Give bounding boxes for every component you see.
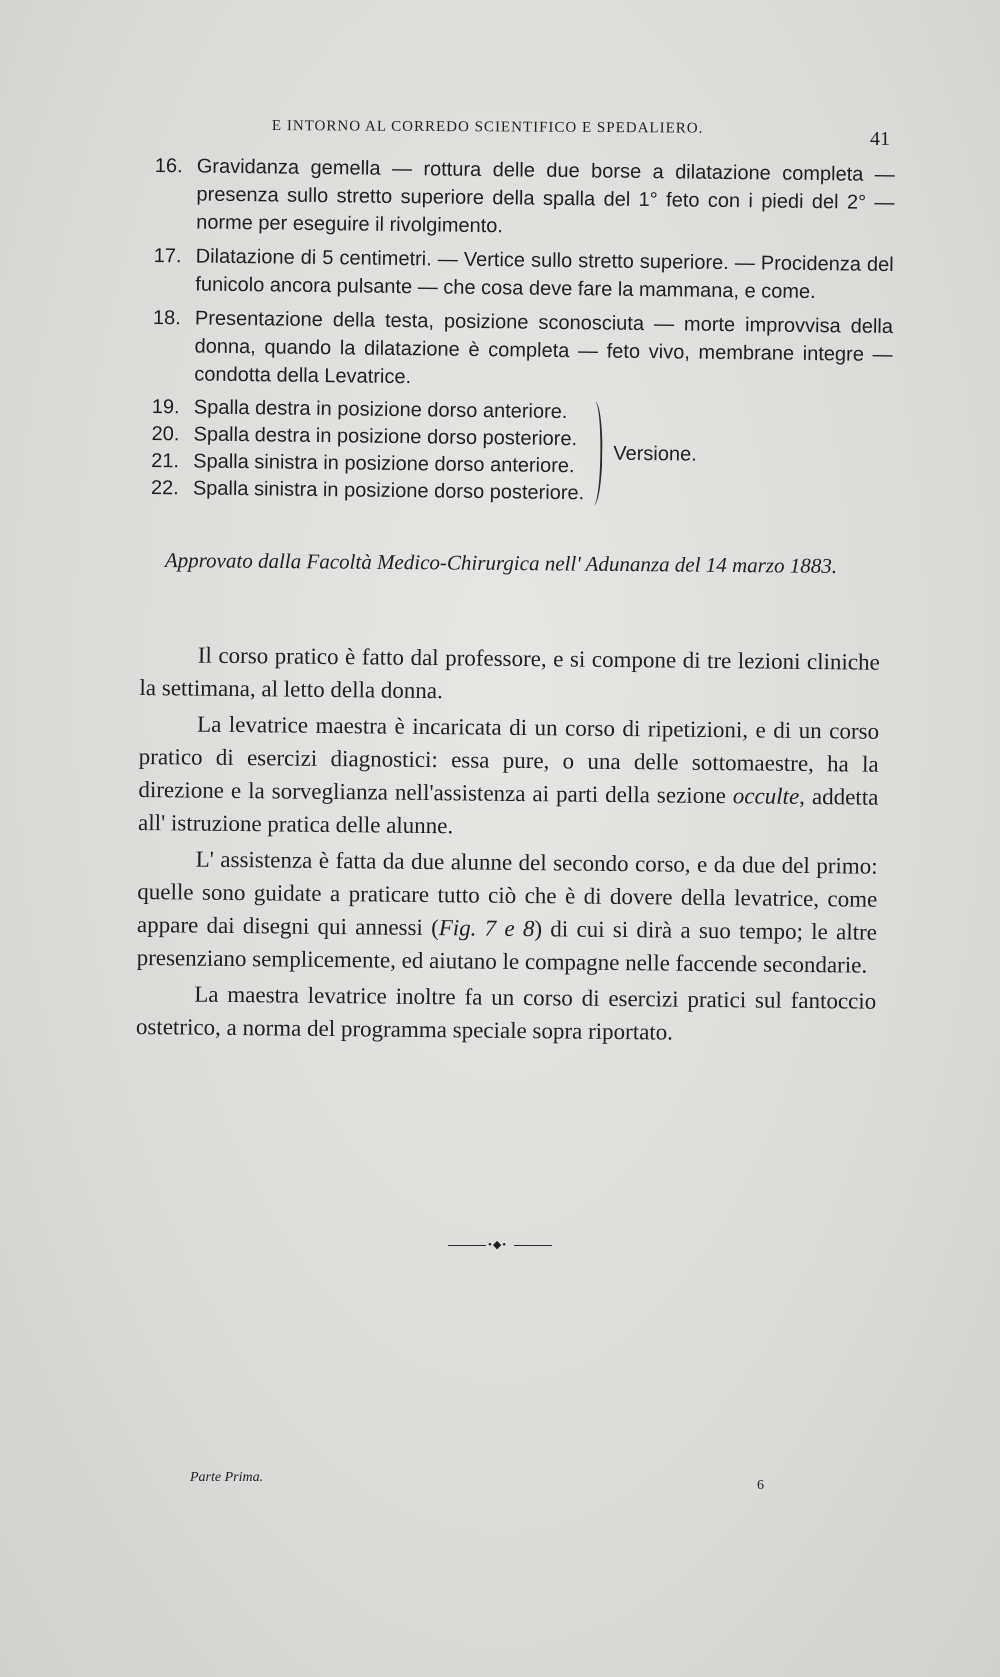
item-number: 20. <box>151 422 180 446</box>
ornament-line <box>514 1245 552 1246</box>
item-text: Dilatazione di 5 centimetri. — Vertice sullo stretto superiore. — Procidenza del funicolo ancora pulsante — che cosa deve fare la mammana, e come. <box>195 245 894 304</box>
ornament-line <box>448 1245 486 1246</box>
item-text: Presentazione della testa, posizione sconosciuta — morte improvvisa della donna, quando la dilatazione è completa — feto vivo, membrane integre — condotta della Levatrice. <box>194 307 894 389</box>
paragraph-text: La levatrice maestra è incaricata di un corso di ripetizioni, e di un corso pratico di esercizi diagnostici: essa pure, o una delle sottomaestre, ha la direzione e la sorveglianza nell'assistenza ai parti della sezione <box>138 711 880 809</box>
paragraph <box>136 842 877 982</box>
braced-group <box>151 394 892 511</box>
item-text: Spalla sinistra in posizione dorso posteriore. <box>192 477 585 505</box>
paragraph: Il corso pratico è fatto dal professore, e si compone di tre lezioni cliniche la settimana, al letto della donna. <box>139 642 880 704</box>
approval-note: Approvato dalla Facoltà Medico-Chirurgica nell' Adunanza del 14 marzo 1883. <box>164 548 838 578</box>
item-number: 21. <box>151 449 180 473</box>
paragraph-text: ) di cui si dirà a suo tempo; le altre presenziano semplicemente, ed aiutano le compagne nelle faccende secondarie. <box>136 916 878 978</box>
item-number: 18. <box>152 306 181 330</box>
item-number: 16. <box>154 154 183 178</box>
paragraph-text: , addetta all' istruzione pratica delle alunne. <box>137 783 879 839</box>
ornament-glyph: •◆• <box>488 1239 508 1251</box>
item-text: Spalla sinistra in posizione dorso anteriore. <box>193 450 575 478</box>
group-label: Versione. <box>613 442 697 466</box>
paragraph: La maestra levatrice inoltre fa un corso di esercizi pratici sul fantoccio ostetrico, a norma del programma speciale sopra riportato. <box>135 981 877 1045</box>
list-item <box>154 152 895 245</box>
signature-number: 6 <box>757 1478 764 1493</box>
emphasis: Fig. 7 e 8 <box>438 915 535 942</box>
emphasis: occulte <box>732 783 800 809</box>
item-text: Spalla destra in posizione dorso posteriore. <box>193 423 578 451</box>
item-number: 22. <box>150 476 179 500</box>
paragraph-text: L' assistenza è fatta da due alunne del secondo corso, e da due del primo: quelle sono guidate a praticare tutto ciò che è di dovere della levatrice, come appare dai disegni qui annessi ( <box>136 846 878 941</box>
running-title: E INTORNO AL CORREDO SCIENTIFICO E SPEDALIERO. <box>271 118 704 137</box>
page-number: 41 <box>870 128 890 150</box>
item-text: Spalla destra in posizione dorso anteriore. <box>193 396 568 424</box>
list-item <box>152 304 893 397</box>
item-text: Gravidanza gemella — rottura delle due borse a dilatazione completa — presenza sullo stretto superiore della spalla del 1° feto con i piedi del 2° — norme per eseguire il rivolgimento. <box>196 155 895 238</box>
body-text <box>136 638 880 1054</box>
list-item <box>153 242 894 307</box>
paragraph <box>138 707 879 847</box>
numbered-list <box>151 152 895 511</box>
item-number: 19. <box>151 395 180 419</box>
item-number: 17. <box>153 244 182 268</box>
signature-mark: Parte Prima. <box>190 1470 264 1485</box>
